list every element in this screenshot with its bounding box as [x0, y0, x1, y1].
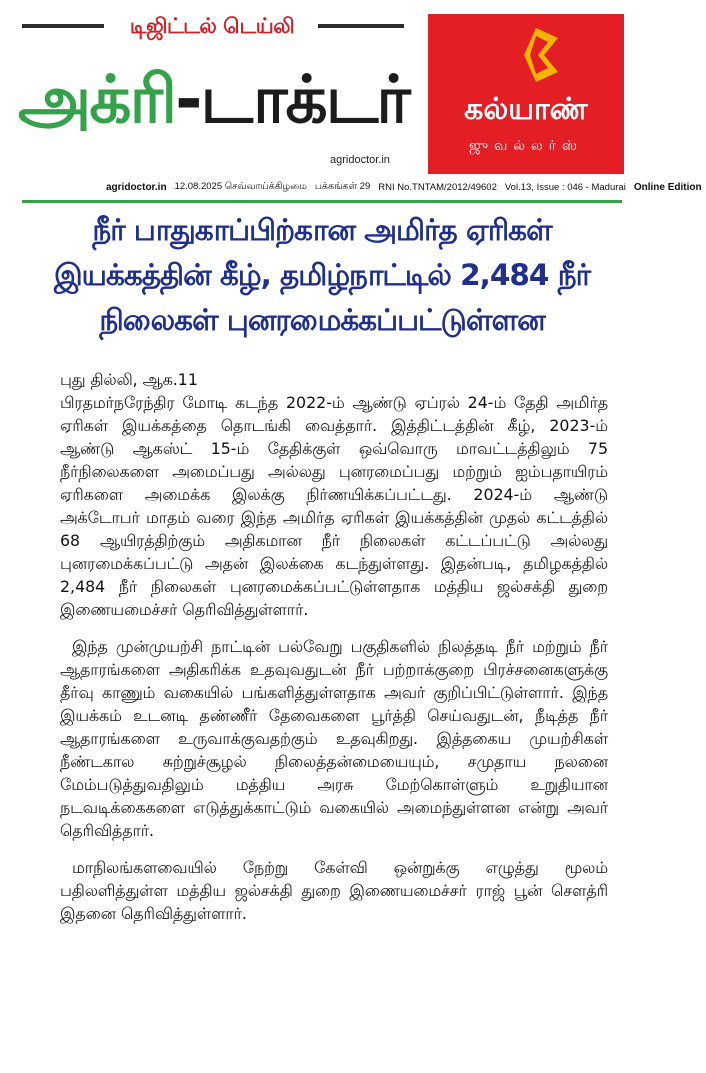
advertisement-banner[interactable]	[428, 14, 624, 174]
info-date: 12.08.2025 செவ்வாய்க்கிழமை	[174, 181, 307, 192]
article-body	[60, 368, 608, 925]
masthead	[0, 0, 702, 200]
article-paragraph-3: மாநிலங்களவையில் நேற்று கேள்வி ஒன்றுக்கு எழுத்து மூலம் பதிலளித்துள்ள மத்திய ஜல்சக்தி துறை இணையமைச்சர் ராஜ் பூன் சௌத்ரி இதனை தெரிவித்துள்ளார்.	[60, 858, 608, 923]
ad-brand-subtitle: ஜுவல்லர்ஸ்	[469, 138, 583, 154]
edition-infobar	[102, 176, 702, 198]
info-edition: Online Edition	[633, 181, 702, 193]
tagline-rule-right	[318, 24, 404, 28]
info-rni: RNI No.TNTAM/2012/49602	[378, 181, 497, 193]
info-volume: Vol.13, Issue : 046 - Madurai	[504, 181, 626, 193]
info-pages: பக்கங்கள் 29	[314, 181, 371, 192]
logo-part-1: அக்ரி	[18, 61, 176, 138]
article-dateline: புது தில்லி, ஆக.11	[60, 370, 198, 389]
ad-brand-name: கல்யாண்	[464, 92, 588, 127]
masthead-divider	[22, 200, 622, 203]
info-site: agridoctor.in	[106, 181, 167, 193]
article-paragraph-2: இந்த முன்முயற்சி நாட்டின் பல்வேறு பகுதிகளில் நிலத்தடி நீர் மற்றும் நீர் ஆதாரங்களை அதிகரிக்க உதவுவதுடன் நீர் பற்றாக்குறை பிரச்சனைகளுக்கு தீர்வு காணும் வகையில் பங்களித்துள்ளதாக அவர் குறிப்பிட்டுள்ளார். இந்த இயக்கம் உடனடி தண்ணீர் தேவைகளை பூர்த்தி செய்வதுடன், நீடித்த நீர் ஆதாரங்களை உருவாக்குவதற்கும் உதவுகிறது. இத்தகைய முயற்சிகள் நீண்டகால சுற்றுச்சூழல் நிலைத்தன்மையையும், சமுதாய நலனை மேம்படுத்துவதிலும் மத்திய அரசு மேற்கொள்ளும் உறுதியான நடவடிக்கைகளை எடுத்துக்காட்டும் வகையில் அமைந்துள்ளன என்று அவர் தெரிவித்தார்.	[60, 637, 608, 840]
newspaper-logo[interactable]	[18, 46, 412, 154]
tagline-rule-left	[22, 24, 104, 28]
logo-url: agridoctor.in	[330, 154, 390, 166]
kalyan-emblem-icon	[514, 28, 558, 82]
article-paragraph-1: பிரதமர்நரேந்திர மோடி கடந்த 2022-ம் ஆண்டு ஏப்ரல் 24-ம் தேதி அமிர்த ஏரிகள் இயக்கத்தை தொடங்கி வைத்தார். இத்திட்டத்தின் கீழ், 2023-ம் ஆண்டு ஆகஸ்ட் 15-ம் தேதிக்குள் ஒவ்வொரு மாவட்டத்திலும் 75 நீர்நிலைகளை அமைப்பது அல்லது புனரமைப்பது மற்றும் ஐம்பதாயிரம் ஏரிகளை அமைக்க இலக்கு நிர்ணயிக்கப்பட்டது. 2024-ம் ஆண்டு அக்டோபர் மாதம் வரை இந்த அமிர்த ஏரிகள் இயக்கத்தின் முதல் கட்டத்தில் 68 ஆயிரத்திற்கும் அதிகமான நீர் நிலைகள் கட்டப்பட்டு அல்லது புனரமைக்கப்பட்டு அதன் இலக்கை கடந்துள்ளது. இதன்படி, தமிழகத்தில் 2,484 நீர் நிலைகள் புனரமைக்கப்பட்டுள்ளதாக மத்திய ஜல்சக்தி துறை இணையமைச்சர் தெரிவித்துள்ளார்.	[60, 393, 608, 619]
tagline-block	[22, 14, 404, 42]
logo-part-2: -டாக்டர்	[175, 61, 409, 138]
article-headline: நீர் பாதுகாப்பிற்கான அமிர்த ஏரிகள் இயக்கத்தின் கீழ், தமிழ்நாட்டில் 2,484 நீர் நிலைகள் புனரமைக்கப்பட்டுள்ளன	[53, 213, 590, 337]
tagline: டிஜிட்டல் டெய்லி	[129, 14, 295, 38]
